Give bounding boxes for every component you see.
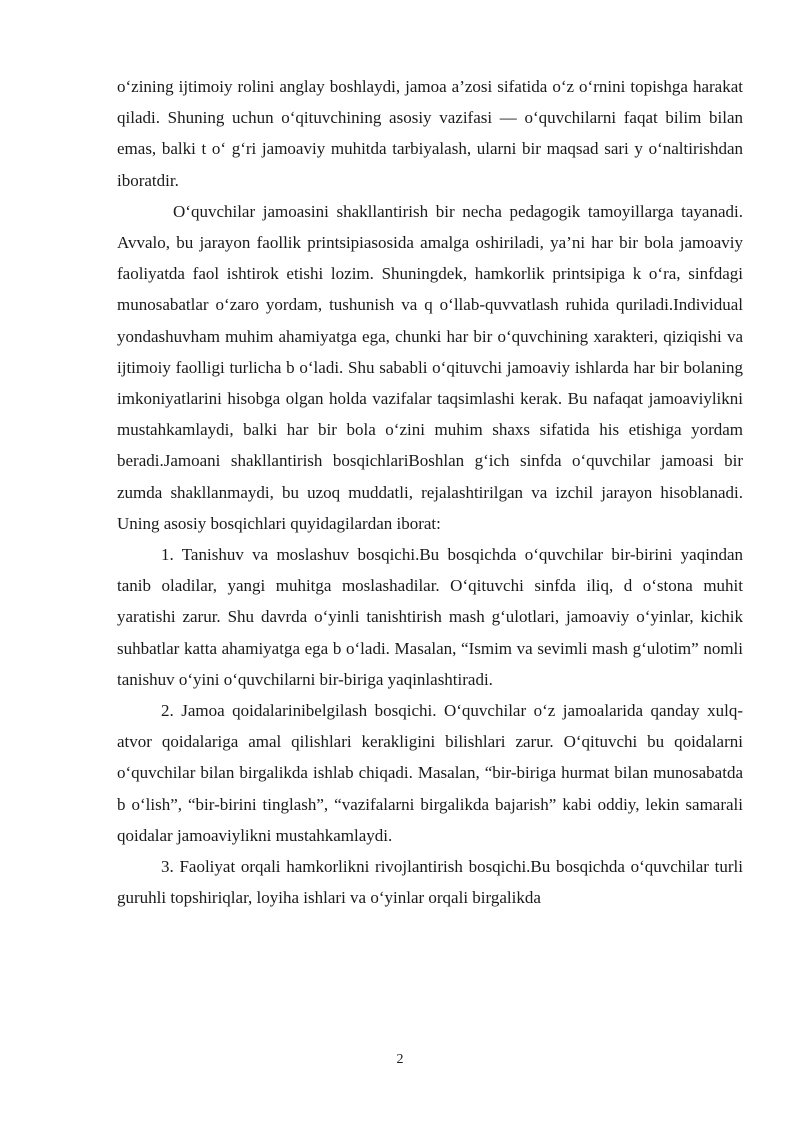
page-number: 2: [396, 1052, 404, 1067]
list-item-stage-1: 1. Tanishuv va moslashuv bosqichi.Bu bosqichda o‘quvchilar bir-birini yaqindan tanib oladilar, yangi muhitga moslashadilar. O‘qituvchi sinfda iliq, d o‘stona muhit yaratishi zarur. Shu davrda o‘yinli tanishtirish mash g‘ulotlari, jamoaviy o‘yinlar, kichik suhbatlar katta ahamiyatga ega b o‘ladi. Masalan, “Ismim va sevimli mash g‘ulotim” nomli tanishuv o‘yini o‘quvchilarni bir-biriga yaqinlashtiradi.: [117, 545, 743, 689]
paragraph-principles: O‘quvchilar jamoasini shakllantirish bir necha pedagogik tamoyillarga tayanadi. Avvalo, bu jarayon faollik printsipiasosida amalga oshiriladi, ya’ni har bir bola jamoaviy faoliyatda faol ishtirok etishi lozim. Shuningdek, hamkorlik printsipiga k o‘ra, sinfdagi munosabatlar o‘zaro yordam, tushunish va q o‘llab-quvvatlash ruhida quriladi.Individual yondashuvham muhim ahamiyatga ega, chunki har bir o‘quvchining xarakteri, qiziqishi va ijtimoiy faolligi turlicha b o‘ladi. Shu sababli o‘qituvchi jamoaviy ishlarda har bir bolaning imkoniyatlarini hisobga olgan holda vazifalar taqsimlashi kerak. Bu nafaqat jamoaviylikni mustahkamlaydi, balki har bir bola o‘zini muhim shaxs sifatida his etishiga yordam beradi.Jamoani shakllantirish bosqichlariBoshlan g‘ich sinfda o‘quvchilar jamoasi bir zumda shakllanmaydi, bu uzoq muddatli, rejalashtirilgan va izchil jarayon hisoblanadi. Uning asosiy bosqichlari quyidagilardan iborat:: [117, 201, 743, 533]
list-item-stage-3: 3. Faoliyat orqali hamkorlikni rivojlantirish bosqichi.Bu bosqichda o‘quvchilar turli guruhli topshiriqlar, loyiha ishlari va o‘yinlar orqali birgalikda: [117, 857, 743, 908]
body-text: [117, 71, 743, 913]
list-item-stage-2: 2. Jamoa qoidalarinibelgilash bosqichi. O‘quvchilar o‘z jamoalarida qanday xulq-atvor qoidalariga amal qilishlari kerakligini bilishlari zarur. O‘qituvchi bu qoidalarni o‘quvchilar bilan birgalikda ishlab chiqadi. Masalan, “bir-biriga hurmat bilan munosabatda b o‘lish”, “bir-birini tinglash”, “vazifalarni birgalikda bajarish” kabi oddiy, lekin samarali qoidalar jamoaviylikni mustahkamlaydi.: [117, 701, 743, 845]
paragraph-continuation: o‘zining ijtimoiy rolini anglay boshlaydi, jamoa a’zosi sifatida o‘z o‘rnini topishga harakat qiladi. Shuning uchun o‘qituvchining asosiy vazifasi — o‘quvchilarni faqat bilim bilan emas, balki t o‘ g‘ri jamoaviy muhitda tarbiyalash, ularni bir maqsad sari y o‘naltirishdan iboratdir.: [117, 77, 743, 190]
